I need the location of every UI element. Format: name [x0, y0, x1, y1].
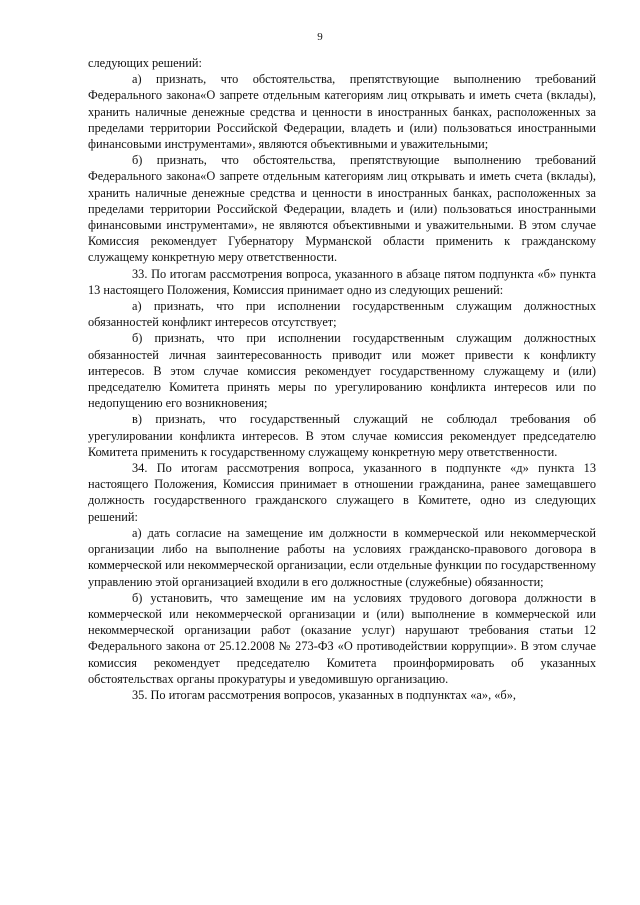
paragraph-35: 35. По итогам рассмотрения вопросов, указанных в подпунктах «а», «б»,	[132, 687, 516, 702]
paragraph-33a: а) признать, что при исполнении государственным служащим должностных обязанностей конфликт интересов отсутствует;	[88, 299, 596, 330]
paragraph-32a: а) признать, что обстоятельства, препятствующие выполнению требований Федерального закона«О запрете отдельным категориям лиц открывать и иметь счета (вклады), хранить наличные денежные средства и ценности в иностранных банках, расположенных за пределами территории Российской Федерации, владеть и (или) пользоваться иностранными финансовыми инструментами», являются объективными и уважительными;	[88, 72, 596, 152]
paragraph-intro: следующих решений:	[88, 56, 202, 70]
page-number: 9	[317, 31, 323, 43]
paragraph-33: 33. По итогам рассмотрения вопроса, указанного в абзаце пятом подпункта «б» пункта 13 настоящего Положения, Комиссия принимает одно из следующих решений:	[88, 266, 596, 297]
document-body	[88, 55, 596, 703]
paragraph-32b: б) признать, что обстоятельства, препятствующие выполнению требований Федерального закона«О запрете отдельным категориям лиц открывать и иметь счета (вклады), хранить наличные денежные средства и ценности в иностранных банках, расположенных за пределами территории Российской Федерации, владеть и (или) пользоваться иностранными финансовыми инструментами», не являются объективными и уважительными. В этом случае Комиссия рекомендует Губернатору Мурманской области применить к гражданскому служащему конкретную меру ответственности.	[88, 153, 596, 265]
paragraph-33c: в) признать, что государственный служащий не соблюдал требования об урегулировании конфликта интересов. В этом случае комиссия рекомендует председателю Комитета применить к государственному служащему конкретную меру ответственности.	[88, 412, 596, 459]
paragraph-34: 34. По итогам рассмотрения вопроса, указанного в подпункте «д» пункта 13 настоящего Положения, Комиссия принимает в отношении гражданина, ранее замещавшего должность государственного гражданского служащего в Комитете, одно из следующих решений:	[88, 461, 596, 524]
paragraph-34a: а) дать согласие на замещение им должности в коммерческой или некоммерческой организации либо на выполнение работы на условиях гражданско-правового договора в коммерческой или некоммерческой организации, если отдельные функции по государственному управлению этой организацией входили в его должностные (служебные) обязанности;	[88, 525, 596, 589]
paragraph-34b: б) установить, что замещение им на условиях трудового договора должности в коммерческой или некоммерческой организации и (или) выполнение в коммерческой или некоммерческой организации работ (оказание услуг) нарушают требования статьи 12 Федерального закона от 25.12.2008 № 273-ФЗ «О противодействии коррупции». В этом случае комиссия рекомендует председателю Комитета проинформировать об указанных обстоятельствах органы прокуратуры и уведомившую организацию.	[88, 590, 596, 686]
paragraph-33b: б) признать, что при исполнении государственным служащим должностных обязанностей личная заинтересованность приводит или может привести к конфликту интересов. В этом случае комиссия рекомендует государственному служащему и (или) председателю Комитета принять меры по урегулированию конфликта интересов или по недопущению его возникновения;	[88, 331, 596, 411]
